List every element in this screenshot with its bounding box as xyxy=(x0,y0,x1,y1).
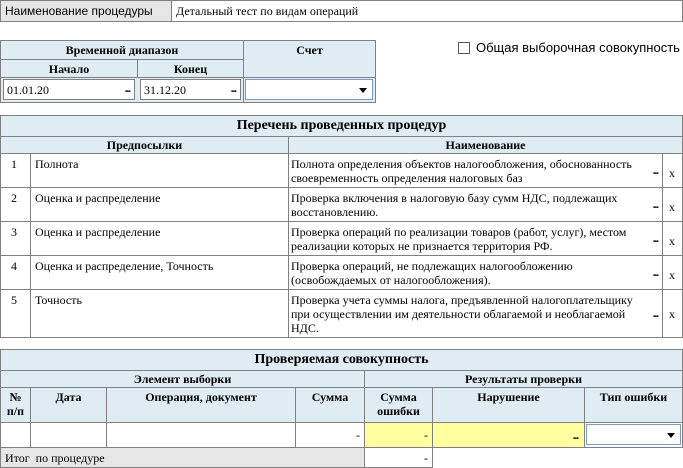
account-header xyxy=(243,40,376,78)
col-date-label: Дата xyxy=(55,390,82,404)
row-sum-cell[interactable] xyxy=(295,422,365,448)
col-violation-header xyxy=(432,387,585,423)
row-premise: Точность xyxy=(35,293,82,307)
total-label: Итог по процедуре xyxy=(5,451,105,465)
premises-col-header xyxy=(0,136,289,154)
procedure-row-delete[interactable] xyxy=(662,153,683,188)
delete-icon[interactable]: x xyxy=(669,268,675,282)
period-end-header xyxy=(137,59,244,78)
period-start-label: Начало xyxy=(48,62,90,76)
row-premise: Полнота xyxy=(35,157,79,171)
col-num-header xyxy=(0,387,31,423)
ellipsis-icon[interactable]: ... xyxy=(652,199,658,211)
procedure-row-name[interactable] xyxy=(288,255,663,290)
row-num: 3 xyxy=(11,225,17,239)
sample-element-header xyxy=(0,370,365,388)
start-date-field[interactable] xyxy=(3,79,135,100)
col-num-label: № п/п xyxy=(6,390,25,418)
period-end-label: Конец xyxy=(173,62,208,76)
procedure-row-premise xyxy=(30,255,289,290)
account-label: Счет xyxy=(296,43,323,57)
procedure-row-delete[interactable] xyxy=(662,255,683,290)
procedure-row-delete[interactable] xyxy=(662,221,683,256)
total-value: - xyxy=(424,451,428,465)
row-premise: Оценка и распределение xyxy=(35,191,161,205)
delete-icon[interactable]: x xyxy=(669,234,675,248)
start-date-ellipsis-icon[interactable]: ... xyxy=(124,83,130,95)
start-date-value: 01.01.20 xyxy=(7,83,49,97)
end-date-value: 31.12.20 xyxy=(144,83,186,97)
row-name: Проверка учета суммы налога, предъявленной налогоплательщику при осуществлении им деятельности облагаемой и необлагаемой НДС. xyxy=(291,293,633,335)
general-sample-checkbox[interactable] xyxy=(458,42,470,54)
delete-icon[interactable]: x xyxy=(669,166,675,180)
row-num: 5 xyxy=(11,293,17,307)
row-num: 4 xyxy=(11,259,17,273)
procedure-row-name[interactable] xyxy=(288,289,663,338)
col-error-type-header xyxy=(584,387,683,423)
end-date-field[interactable] xyxy=(140,79,241,100)
row-num-cell[interactable] xyxy=(0,422,31,448)
violation-ellipsis-icon[interactable]: ... xyxy=(572,430,578,442)
period-start-header xyxy=(0,59,138,78)
delete-icon[interactable]: x xyxy=(669,200,675,214)
row-name: Проверка операций по реализации товаров (работ, услуг), местом реализации которых не признается территория РФ. xyxy=(291,225,627,253)
col-date-header xyxy=(30,387,107,423)
sample-element-label: Элемент выборки xyxy=(133,372,232,386)
procedure-row-premise xyxy=(30,289,289,338)
row-premise: Оценка и распределение xyxy=(35,225,161,239)
col-violation-label: Нарушение xyxy=(477,390,540,404)
procedure-row-premise xyxy=(30,221,289,256)
procedure-row-premise xyxy=(30,153,289,188)
row-num: 2 xyxy=(11,191,17,205)
error-type-select[interactable] xyxy=(586,424,681,445)
row-name: Полнота определения объектов налогообложения, обоснованность своевременность определения налоговых баз xyxy=(291,157,632,185)
ellipsis-icon[interactable]: ... xyxy=(652,308,658,320)
period-title: Временной диапазон xyxy=(65,43,179,57)
ellipsis-icon[interactable]: ... xyxy=(652,267,658,279)
row-name: Проверка включения в налоговую базу сумм НДС, подлежащих восстановлению. xyxy=(291,191,618,219)
col-error-type-label: Тип ошибки xyxy=(599,390,668,404)
chevron-down-icon[interactable] xyxy=(667,433,675,438)
premises-col-label: Предпосылки xyxy=(106,138,183,152)
procedure-row-name[interactable] xyxy=(288,153,663,188)
procedure-row-name[interactable] xyxy=(288,187,663,222)
end-date-ellipsis-icon[interactable]: ... xyxy=(230,83,236,95)
col-sum-label: Сумма xyxy=(311,390,349,404)
procedures-title: Перечень проведенных процедур xyxy=(236,118,447,133)
procedure-row-num xyxy=(0,255,31,290)
name-col-header xyxy=(288,136,683,154)
procedure-row-delete[interactable] xyxy=(662,187,683,222)
ellipsis-icon[interactable]: ... xyxy=(652,233,658,245)
row-violation-cell[interactable] xyxy=(432,422,585,448)
account-select[interactable] xyxy=(245,79,373,100)
population-title: Проверяемая совокупность xyxy=(254,352,429,367)
population-title-cell xyxy=(0,349,683,371)
procedure-name-value: Детальный тест по видам операций xyxy=(176,4,359,18)
total-value-cell xyxy=(364,447,433,468)
row-sum-value: - xyxy=(356,428,360,442)
check-results-header xyxy=(364,370,683,388)
chevron-down-icon[interactable] xyxy=(359,88,367,93)
row-name: Проверка операций, не подлежащих налогообложению (освобождаемых от налогообложения). xyxy=(291,259,573,287)
name-col-label: Наименование xyxy=(445,138,526,152)
col-error-sum-header xyxy=(364,387,433,423)
procedure-name-field[interactable] xyxy=(171,0,683,22)
delete-icon[interactable]: x xyxy=(669,307,675,321)
col-sum-header xyxy=(295,387,365,423)
row-premise: Оценка и распределение, Точность xyxy=(35,259,214,273)
row-num: 1 xyxy=(11,157,17,171)
row-error-sum-value: - xyxy=(424,428,428,442)
procedure-row-num xyxy=(0,153,31,188)
procedure-row-name[interactable] xyxy=(288,221,663,256)
row-date-cell[interactable] xyxy=(30,422,107,448)
col-operation-label: Операция, документ xyxy=(145,390,257,404)
row-error-sum-cell[interactable] xyxy=(364,422,433,448)
procedure-row-delete[interactable] xyxy=(662,289,683,338)
period-header xyxy=(0,40,244,60)
general-sample-label[interactable]: Общая выборочная совокупность xyxy=(476,40,680,55)
procedure-label-cell xyxy=(0,0,172,22)
col-error-sum-label: Сумма ошибки xyxy=(377,390,420,418)
row-operation-cell[interactable] xyxy=(106,422,296,448)
col-operation-header xyxy=(106,387,296,423)
procedure-row-premise xyxy=(30,187,289,222)
procedure-row-num xyxy=(0,221,31,256)
procedure-row-num xyxy=(0,187,31,222)
procedures-title-cell xyxy=(0,115,683,137)
procedure-row-num xyxy=(0,289,31,338)
total-label-cell xyxy=(0,447,365,468)
check-results-label: Результаты проверки xyxy=(465,372,582,386)
ellipsis-icon[interactable]: ... xyxy=(652,165,658,177)
procedure-label: Наименование процедуры xyxy=(5,4,153,18)
